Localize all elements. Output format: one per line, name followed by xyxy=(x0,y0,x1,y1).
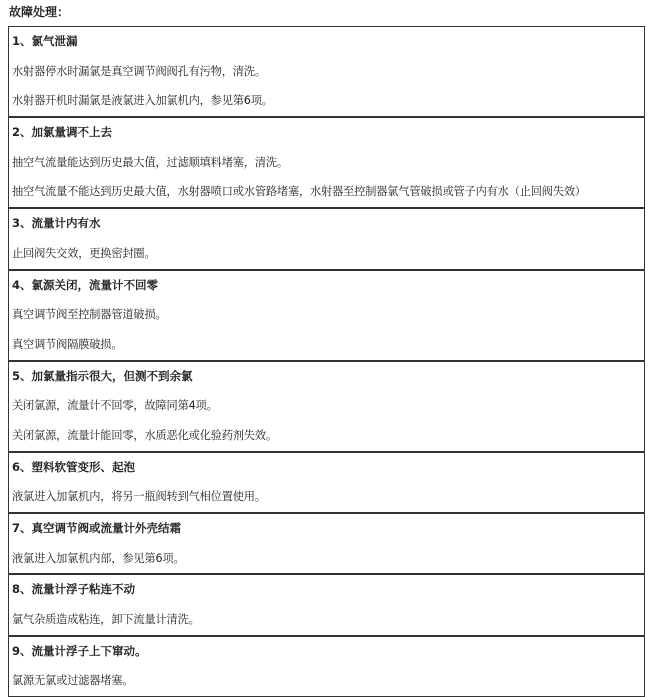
fault-title: 1、氯气泄漏 xyxy=(12,34,78,48)
page-heading: 故障处理： xyxy=(9,5,70,19)
fault-section-7 xyxy=(9,512,644,573)
fault-table xyxy=(8,26,645,697)
fault-remedy: 水射器开机时漏氯是液氯进入加氯机内，参见第6项。 xyxy=(12,94,273,108)
fault-title: 2、加氯量调不上去 xyxy=(12,125,113,140)
fault-remedy: 关闭氯源，流量计能回零，水质恶化或化验药剂失效。 xyxy=(12,428,277,442)
fault-remedy: 真空调节阀至控制器管道破损。 xyxy=(12,308,167,322)
fault-remedy: 关闭氯源，流量计不回零，故障同第4项。 xyxy=(12,399,218,413)
fault-remedy: 氯源无氯或过滤器堵塞。 xyxy=(12,674,134,688)
fault-section-2 xyxy=(9,116,644,207)
fault-remedy: 抽空气流量能达到历史最大值，过滤顺填料堵塞，清洗。 xyxy=(12,155,288,169)
fault-remedy: 真空调节阀隔膜破损。 xyxy=(12,337,123,351)
fault-remedy: 水射器停水时漏氯是真空调节阀阀孔有污物，清洗。 xyxy=(12,64,266,78)
fault-remedy: 液氯进入加氯机内，将另一瓶阀转到气相位置使用。 xyxy=(12,490,266,504)
fault-section-6 xyxy=(9,451,644,512)
fault-remedy: 止回阀失交效，更换密封圈。 xyxy=(12,246,156,260)
fault-title: 8、流量计浮子粘连不动 xyxy=(12,582,136,597)
fault-section-3 xyxy=(9,207,644,268)
fault-section-9 xyxy=(9,635,644,696)
fault-section-5 xyxy=(9,360,644,451)
fault-title: 5、加氯量指示很大，但测不到余氯 xyxy=(12,368,193,383)
fault-section-4 xyxy=(9,269,644,360)
fault-remedy: 氯气杂质造成粘连，卸下流量计清洗。 xyxy=(12,613,200,627)
fault-section-1 xyxy=(9,27,644,116)
fault-remedy: 液氯进入加氯机内部，参见第6项。 xyxy=(12,551,185,565)
fault-title: 9、流量计浮子上下窜动。 xyxy=(12,643,147,658)
fault-title: 6、塑料软管变形、起泡 xyxy=(12,459,136,474)
fault-title: 7、真空调节阀或流量计外壳结霜 xyxy=(12,521,181,535)
fault-title: 3、流量计内有水 xyxy=(12,216,101,231)
fault-section-8 xyxy=(9,573,644,634)
fault-remedy: 抽空气流量不能达到历史最大值，水射器喷口或水管路堵塞，水射器至控制器氯气管破损或管子内有水（止回阀失效） xyxy=(12,185,586,199)
fault-title: 4、氯源关闭，流量计不回零 xyxy=(12,277,159,292)
